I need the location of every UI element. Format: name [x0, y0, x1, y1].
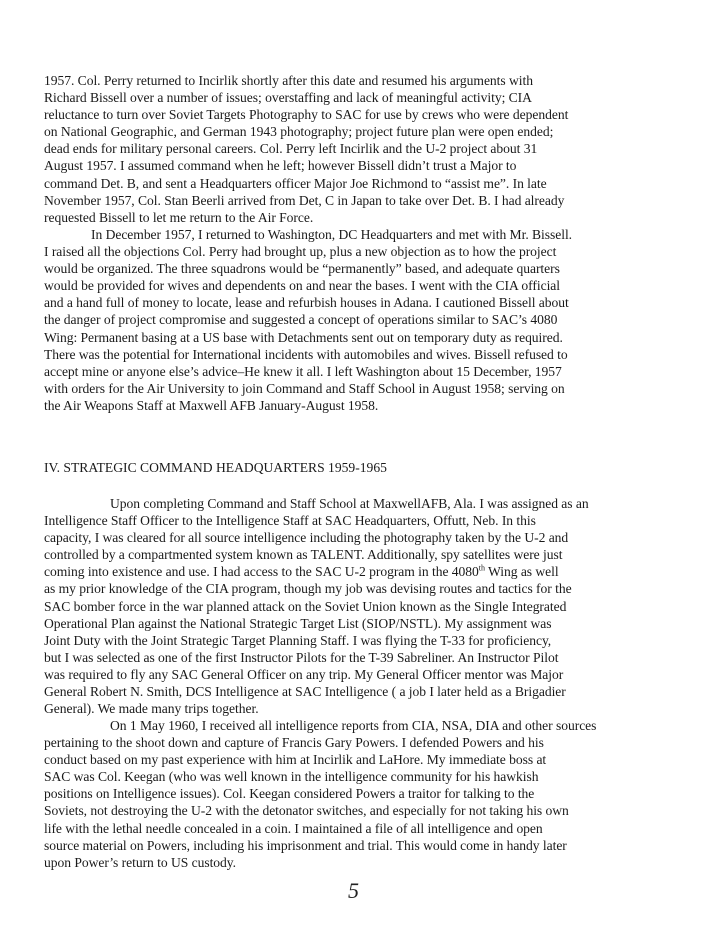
text-line: accept mine or anyone else’s advice–He knew it all. I left Washington about 15 December, 1957: [44, 363, 562, 379]
text-line: as my prior knowledge of the CIA program, though my job was devising routes and tactics for the: [44, 581, 572, 597]
text-line: I raised all the objections Col. Perry had brought up, plus a new objection as to how the project: [44, 244, 557, 260]
text-line: Richard Bissell over a number of issues; overstaffing and lack of meaningful activity; CIA: [44, 90, 532, 106]
text-line: November 1957, Col. Stan Beerli arrived from Det, C in Japan to take over Det. B. I had already: [44, 192, 565, 208]
text-segment: Wing as well: [484, 564, 559, 580]
text-line: was required to fly any SAC General Officer on any trip. My General Officer mentor was Major: [44, 666, 564, 682]
page-number: 5: [348, 878, 359, 903]
text-line: dead ends for military personal careers. Col. Perry left Incirlik and the U-2 project about 31: [44, 141, 538, 157]
text-line: Intelligence Staff Officer to the Intelligence Staff at SAC Headquarters, Offutt, Neb. In this: [44, 513, 536, 529]
text-line: with orders for the Air University to join Command and Staff School in August 1958; serving on: [44, 380, 565, 396]
text-line: General Robert N. Smith, DCS Intelligence at SAC Intelligence ( a job I later held as a Brigadier: [44, 684, 566, 700]
text-line: on National Geographic, and German 1943 photography; project future plan were open ended;: [44, 124, 554, 140]
text-line: the Air Weapons Staff at Maxwell AFB January-August 1958.: [44, 397, 379, 413]
text-line: life with the lethal needle concealed in a coin. I maintained a file of all intelligence and open: [44, 820, 543, 836]
text-segment: coming into existence and use. I had access to the SAC U-2 program in the 4080: [44, 564, 479, 580]
text-line: Joint Duty with the Joint Strategic Target Planning Staff. I was flying the T-33 for proficiency,: [44, 632, 552, 648]
text-line: requested Bissell to let me return to the Air Force.: [44, 209, 314, 225]
text-line: Operational Plan against the National Strategic Target List (SIOP/NSTL). My assignment was: [44, 615, 552, 631]
text-line: source material on Powers, including his imprisonment and trial. This would come in handy later: [44, 837, 567, 853]
text-line: On 1 May 1960, I received all intelligence reports from CIA, NSA, DIA and other sources: [110, 718, 597, 733]
text-line: There was the potential for International incidents with automobiles and wives. Bissell refused to: [44, 346, 568, 362]
text-line: would be provided for wives and dependents on and near the bases. I went with the CIA official: [44, 278, 561, 294]
text-line: pertaining to the shoot down and capture of Francis Gary Powers. I defended Powers and his: [44, 735, 544, 751]
text-line: conduct based on my past experience with him at Incirlik and LaHore. My immediate boss at: [44, 752, 547, 768]
text-line: [44, 563, 680, 580]
text-line: General). We made many trips together.: [44, 701, 259, 717]
text-line: command Det. B, and sent a Headquarters officer Major Joe Richmond to “assist me”. In late: [44, 175, 547, 191]
text-line: but I was selected as one of the first Instructor Pilots for the T-39 Sabreliner. An Instructor Pilot: [44, 649, 559, 665]
text-line: August 1957. I assumed command when he left; however Bissell didn’t trust a Major to: [44, 158, 517, 174]
ordinal-suffix: th: [478, 563, 485, 573]
text-line: controlled by a compartmented system known as TALENT. Additionally, spy satellites were just: [44, 547, 563, 563]
text-line: and a hand full of money to locate, lease and refurbish houses in Adana. I cautioned Bissell about: [44, 295, 569, 311]
text-line: In December 1957, I returned to Washington, DC Headquarters and met with Mr. Bissell.: [91, 227, 573, 242]
text-line: positions on Intelligence issues). Col. Keegan considered Powers a traitor for talking to the: [44, 786, 535, 802]
text-line: reluctance to turn over Soviet Targets Photography to SAC for use by crews who were dependent: [44, 107, 569, 123]
text-line: SAC bomber force in the war planned attack on the Soviet Union known as the Single Integrated: [44, 598, 567, 614]
text-line: would be organized. The three squadrons would be “permanently” based, and adequate quarters: [44, 261, 560, 277]
text-line: capacity, I was cleared for all source intelligence including the photography taken by the U-2 and: [44, 530, 569, 546]
paragraph-3: [44, 495, 680, 717]
section-heading: IV. STRATEGIC COMMAND HEADQUARTERS 1959-1965: [44, 460, 387, 475]
text-line: Upon completing Command and Staff School at MaxwellAFB, Ala. I was assigned as an: [110, 496, 589, 511]
paragraph-2: [44, 226, 680, 414]
text-line: the danger of project compromise and suggested a concept of operations similar to SAC’s 4080: [44, 312, 558, 328]
text-line: Soviets, not destroying the U-2 with the detonator switches, and especially for not taking his own: [44, 803, 569, 819]
text-line: Wing: Permanent basing at a US base with Detachments sent out on temporary duty as required.: [44, 329, 563, 345]
text-line: 1957. Col. Perry returned to Incirlik shortly after this date and resumed his arguments with: [44, 73, 533, 88]
paragraph-1: [44, 72, 680, 226]
text-line: upon Power’s return to US custody.: [44, 854, 236, 870]
text-line: SAC was Col. Keegan (who was well known in the intelligence community for his hawkish: [44, 769, 539, 785]
paragraph-4: [44, 717, 680, 871]
